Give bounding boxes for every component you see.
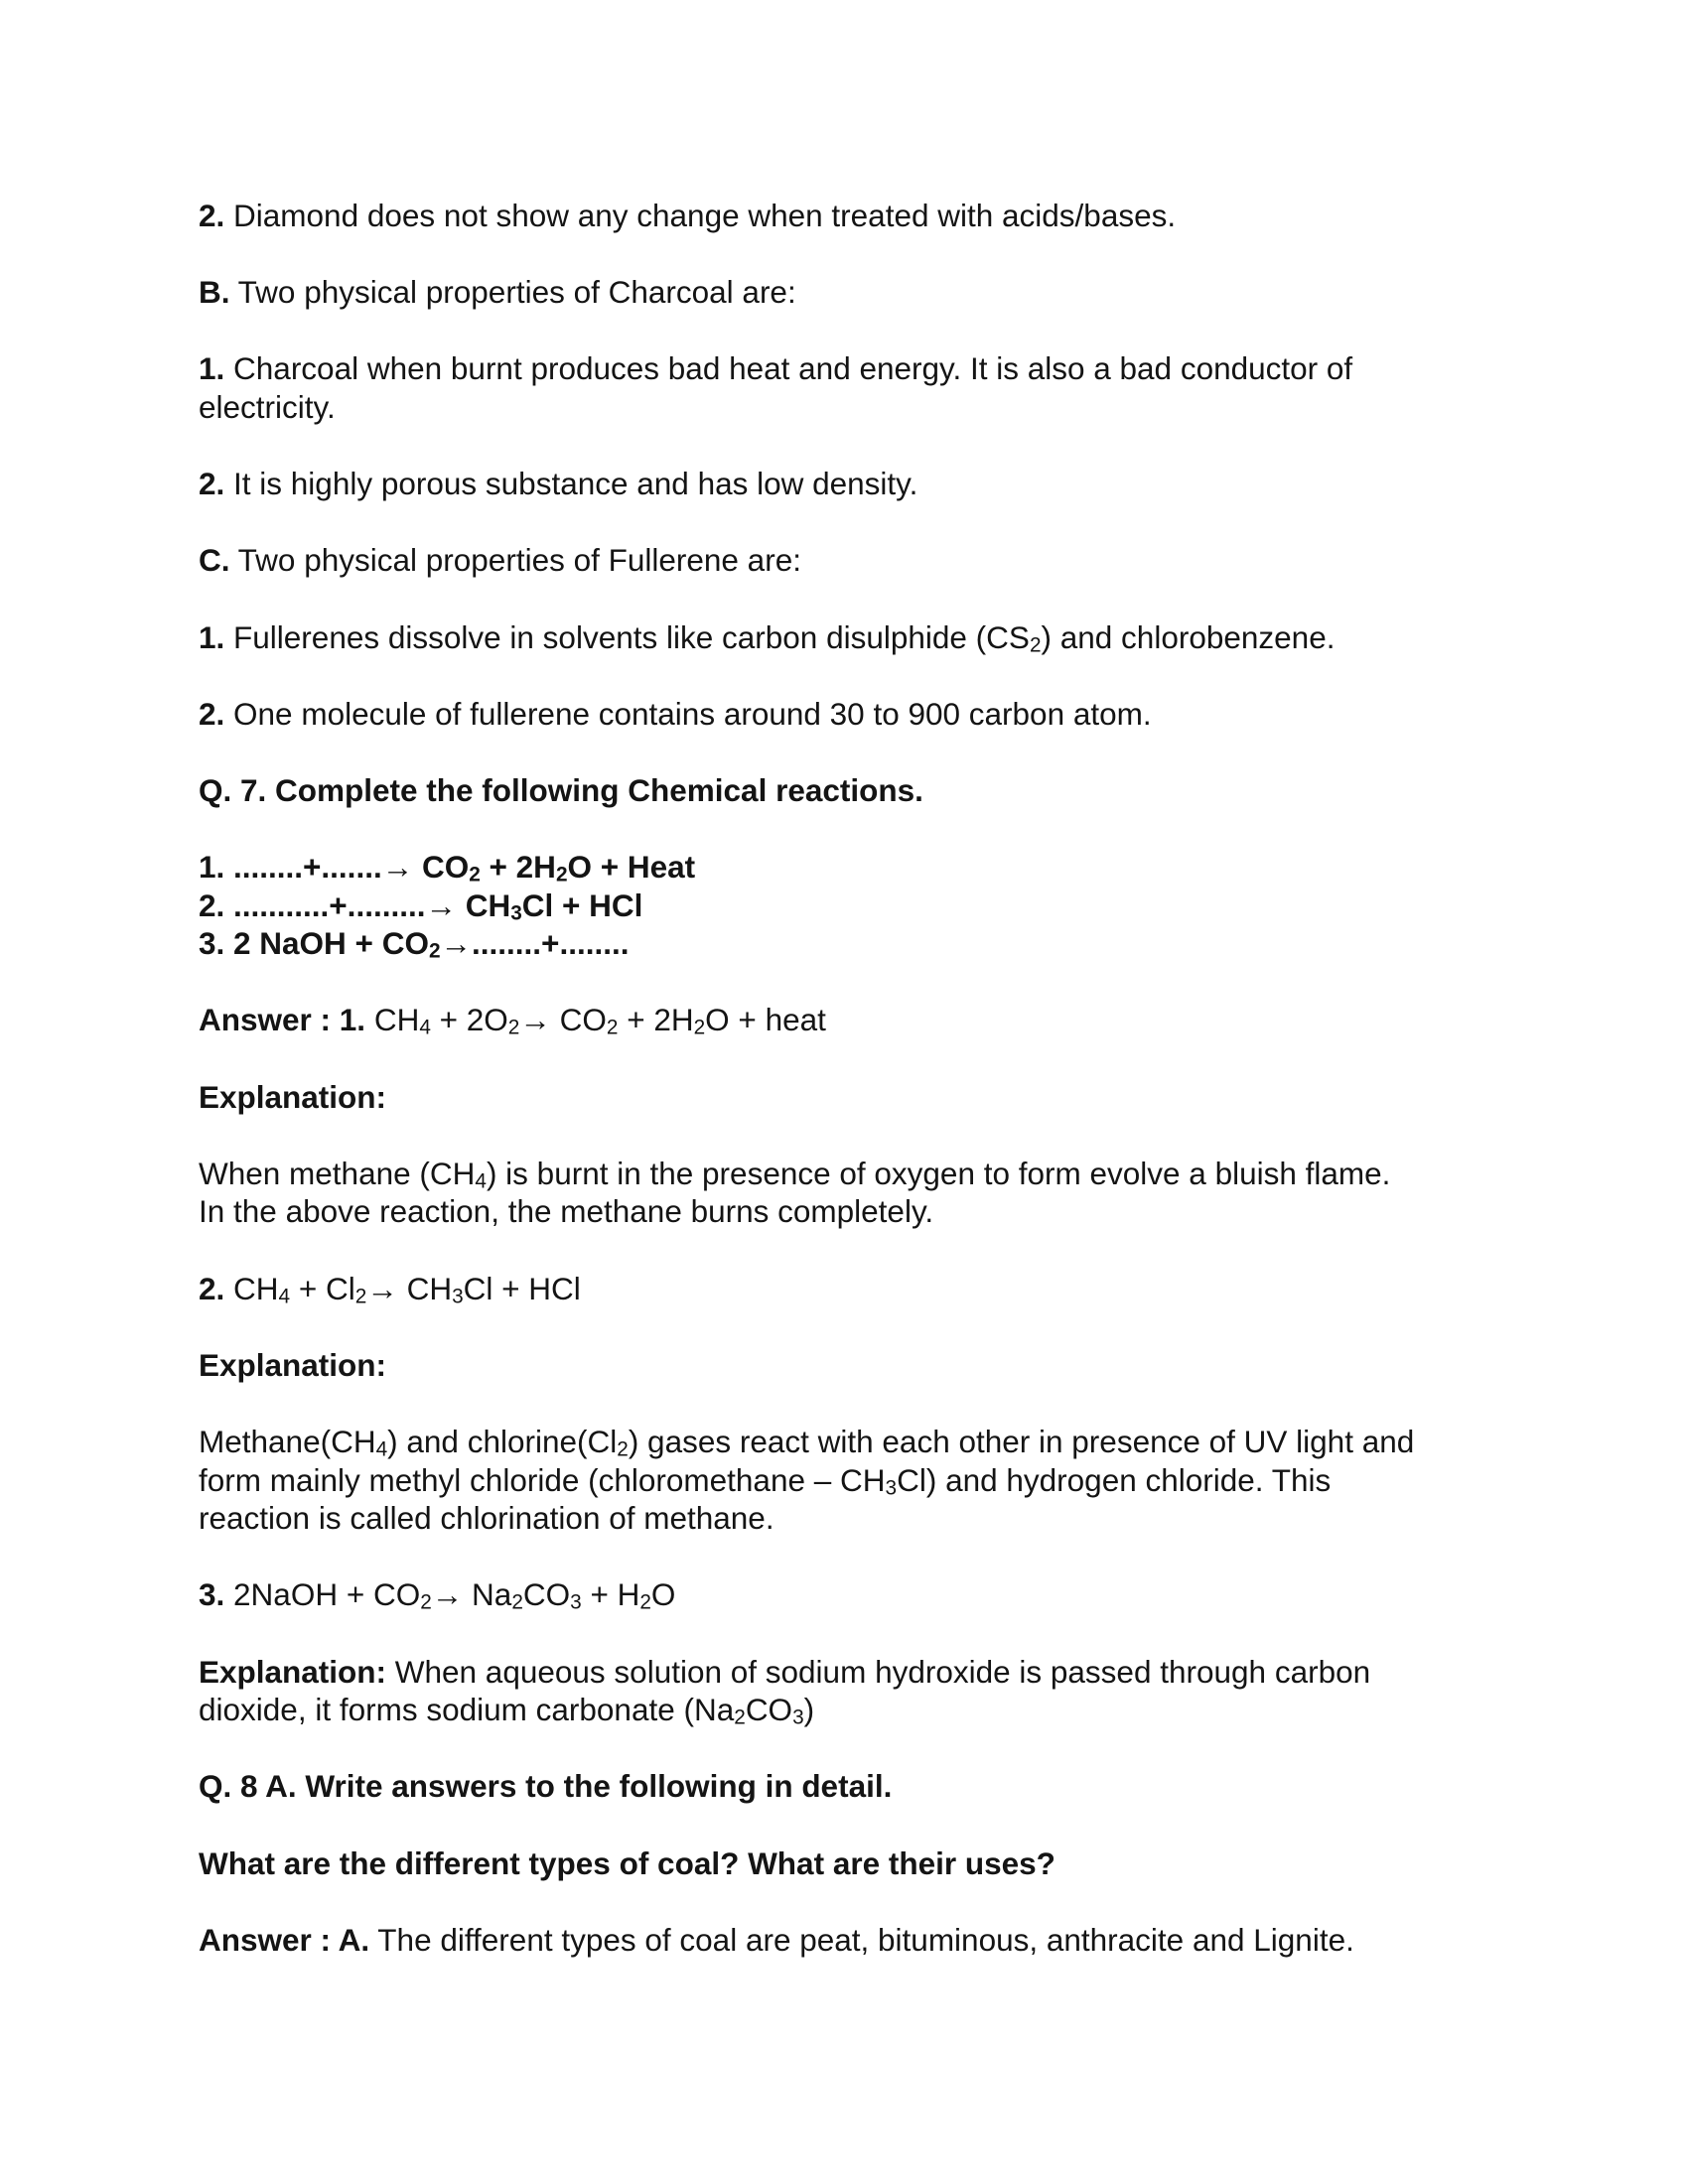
text-line: [199, 1001, 1509, 1039]
bold-text: 2.: [199, 1270, 225, 1306]
subscript: 2: [734, 1706, 746, 1729]
paragraph-q8-sub: [199, 1844, 1509, 1883]
body-text: Two physical properties of Charcoal are:: [229, 274, 796, 311]
paragraph-q7-reactions: [199, 848, 1509, 963]
text-line: [199, 541, 1509, 580]
body-text: Cl + HCl: [463, 1270, 581, 1306]
text-line: [199, 1461, 1509, 1500]
text-line: [199, 1844, 1509, 1883]
text-line: [199, 1192, 1509, 1231]
body-text: Cl) and hydrogen chloride. This: [897, 1461, 1332, 1498]
paragraph-exp2-h: [199, 1346, 1509, 1385]
text-line: [199, 1423, 1509, 1461]
body-text: reaction is called chlorination of methane.: [199, 1500, 774, 1537]
subscript: 2: [428, 940, 441, 964]
subscript: 2: [617, 1437, 629, 1461]
body-text: Fullerenes dissolve in solvents like carbon disulphide (CS: [224, 618, 1030, 655]
body-text: It is highly porous substance and has low density.: [224, 466, 918, 502]
text-line: [199, 1155, 1509, 1193]
body-text: dioxide, it forms sodium carbonate (Na: [199, 1692, 735, 1728]
text-line: [199, 771, 1509, 810]
subscript: 2: [555, 863, 568, 887]
subscript: 4: [475, 1169, 487, 1193]
document-page: [199, 197, 1509, 1997]
body-text: ) and chlorobenzene.: [1041, 618, 1336, 655]
body-text: CH: [224, 1270, 279, 1306]
text-line: [199, 1921, 1509, 1960]
bold-text: 2.: [199, 198, 225, 233]
text-line: [199, 1767, 1509, 1806]
body-text: Methane(CH: [199, 1424, 376, 1459]
bold-text: Explanation:: [199, 1346, 387, 1383]
subscript: 3: [510, 901, 522, 925]
bold-text: Explanation:: [199, 1653, 387, 1690]
body-text: ) is burnt in the presence of oxygen to form evolve a bluish flame.: [486, 1155, 1391, 1191]
bold-text: 3.: [199, 1576, 225, 1613]
subscript: 3: [885, 1476, 898, 1500]
paragraph-p3: [199, 349, 1509, 426]
paragraph-exp1-h: [199, 1078, 1509, 1117]
subscript: 2: [639, 1591, 651, 1615]
paragraph-p2: [199, 273, 1509, 312]
text-line: [199, 887, 1509, 925]
paragraph-p4: [199, 465, 1509, 503]
body-text: The different types of coal are peat, bituminous, anthracite and Lignite.: [369, 1921, 1354, 1958]
text-line: [199, 1346, 1509, 1385]
subscript: 2: [1029, 633, 1042, 657]
bold-text: O + Heat: [567, 849, 696, 886]
subscript: 4: [419, 1017, 431, 1040]
bold-text: 1.: [199, 350, 225, 387]
text-line: [199, 465, 1509, 503]
subscript: 2: [511, 1591, 523, 1615]
text-line: [199, 848, 1509, 887]
body-text: Diamond does not show any change when treated with acids/bases.: [224, 198, 1177, 233]
body-text: → Na: [431, 1576, 512, 1613]
body-text: One molecule of fullerene contains around 30 to 900 carbon atom.: [224, 695, 1152, 732]
subscript: 2: [507, 1017, 520, 1040]
paragraph-p1: [199, 197, 1509, 235]
body-text: Two physical properties of Fullerene are:: [229, 542, 801, 579]
bold-text: 1. ........+.......→ CO: [199, 849, 470, 886]
body-text: form mainly methyl chloride (chloromethane – CH: [199, 1461, 886, 1498]
text-line: [199, 924, 1509, 963]
bold-text: B.: [199, 274, 230, 311]
bold-text: 3. 2 NaOH + CO: [199, 925, 429, 962]
body-text: + 2O: [430, 1002, 508, 1038]
paragraph-ans3: [199, 1575, 1509, 1614]
body-text: In the above reaction, the methane burns completely.: [199, 1193, 934, 1230]
bold-text: →........+........: [440, 925, 630, 962]
paragraph-ans1: [199, 1001, 1509, 1039]
bold-text: What are the different types of coal? What are their uses?: [199, 1844, 1055, 1881]
paragraph-ans8: [199, 1921, 1509, 1960]
text-line: [199, 1499, 1509, 1538]
subscript: 2: [354, 1285, 367, 1308]
bold-text: 2. ...........+.........→ CH: [199, 887, 511, 923]
bold-text: Cl + HCl: [521, 887, 643, 923]
body-text: CH: [365, 1002, 420, 1038]
text-line: [199, 273, 1509, 312]
text-line: [199, 1653, 1509, 1692]
bold-text: 2.: [199, 695, 225, 732]
bold-text: 1.: [199, 618, 225, 655]
subscript: 3: [570, 1591, 582, 1615]
body-text: When aqueous solution of sodium hydroxide is passed through carbon: [386, 1653, 1371, 1690]
body-text: O + heat: [705, 1002, 826, 1038]
bold-text: + 2H: [480, 849, 556, 886]
body-text: electricity.: [199, 388, 336, 425]
body-text: CO: [745, 1692, 793, 1728]
body-text: ): [803, 1692, 815, 1728]
paragraph-exp1: [199, 1155, 1509, 1231]
paragraph-exp3: [199, 1653, 1509, 1729]
body-text: ) gases react with each other in presence of UV light and: [628, 1424, 1415, 1459]
subscript: 2: [606, 1017, 619, 1040]
body-text: + H: [581, 1576, 640, 1613]
body-text: + Cl: [290, 1270, 355, 1306]
body-text: CO: [522, 1576, 571, 1613]
body-text: → CH: [366, 1270, 453, 1306]
paragraph-p7: [199, 695, 1509, 734]
body-text: Charcoal when burnt produces bad heat and energy. It is also a bad conductor of: [224, 350, 1353, 387]
subscript: 3: [792, 1706, 804, 1729]
text-line: [199, 1575, 1509, 1614]
text-line: [199, 618, 1509, 657]
bold-text: Q. 8 A. Write answers to the following in detail.: [199, 1768, 893, 1805]
text-line: [199, 388, 1509, 427]
text-line: [199, 1691, 1509, 1729]
subscript: 2: [693, 1017, 706, 1040]
text-line: [199, 1078, 1509, 1117]
paragraph-p6: [199, 618, 1509, 657]
body-text: O: [650, 1576, 676, 1613]
subscript: 4: [375, 1437, 388, 1461]
bold-text: Q. 7. Complete the following Chemical reactions.: [199, 771, 923, 808]
text-line: [199, 1270, 1509, 1308]
subscript: 2: [420, 1591, 432, 1615]
subscript: 4: [278, 1285, 291, 1308]
paragraph-q8: [199, 1767, 1509, 1806]
bold-text: Answer : 1.: [199, 1002, 366, 1038]
text-line: [199, 197, 1509, 235]
bold-text: Answer : A.: [199, 1921, 370, 1958]
body-text: + 2H: [618, 1002, 694, 1038]
bold-text: Explanation:: [199, 1078, 387, 1115]
subscript: 3: [452, 1285, 464, 1308]
paragraph-p5: [199, 541, 1509, 580]
subscript: 2: [469, 863, 481, 887]
body-text: ) and chlorine(Cl: [387, 1424, 618, 1459]
bold-text: C.: [199, 542, 230, 579]
paragraph-q7: [199, 771, 1509, 810]
body-text: When methane (CH: [199, 1155, 476, 1191]
body-text: → CO: [519, 1002, 607, 1038]
text-line: [199, 695, 1509, 734]
text-line: [199, 349, 1509, 388]
bold-text: 2.: [199, 466, 225, 502]
paragraph-ans2: [199, 1270, 1509, 1308]
paragraph-exp2: [199, 1423, 1509, 1538]
body-text: 2NaOH + CO: [224, 1576, 421, 1613]
